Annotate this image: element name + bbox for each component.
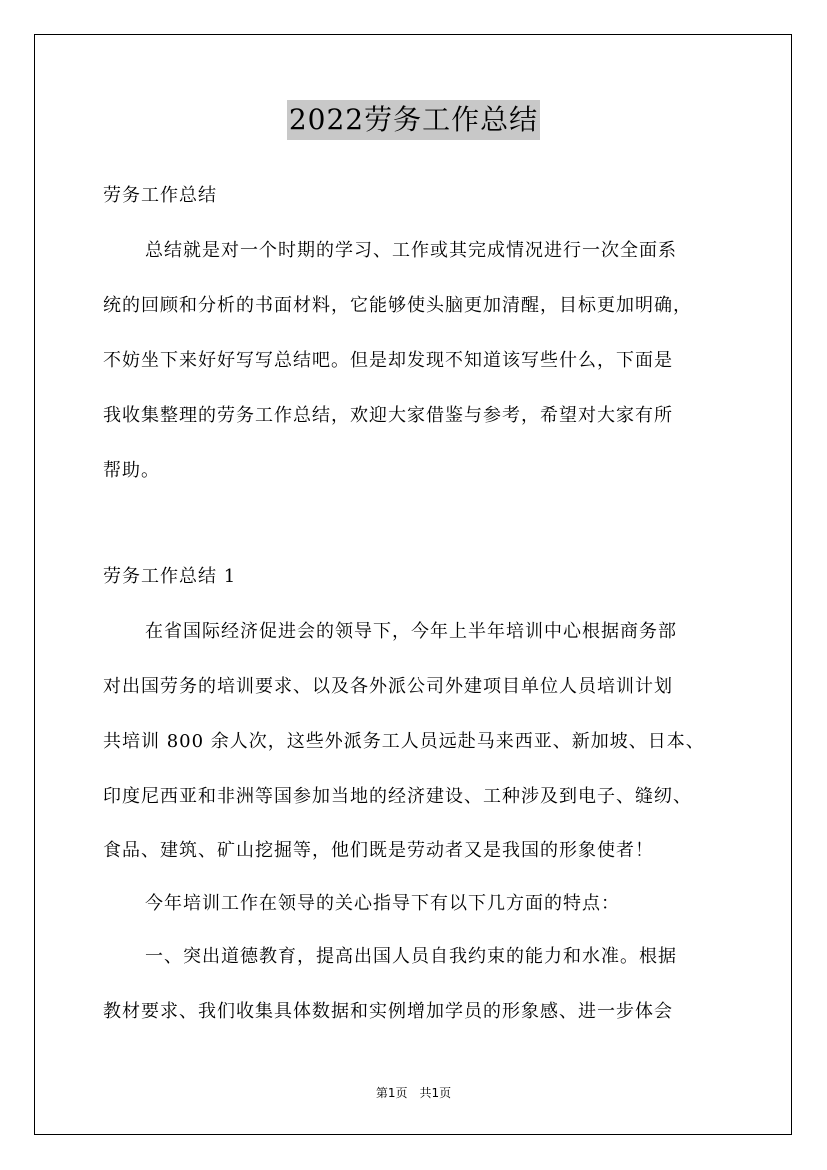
paragraph-line: 在省国际经济促进会的领导下，今年上半年培训中心根据商务部: [145, 621, 677, 642]
page-number-footer: 第1页 共1页: [375, 1086, 452, 1100]
title-container: [0, 100, 827, 140]
document-title: 2022劳务工作总结: [287, 100, 540, 140]
paragraph-line: 食品、建筑、矿山挖掘等，他们既是劳动者又是我国的形象使者！: [103, 840, 654, 861]
paragraph-line: 我收集整理的劳务工作总结，欢迎大家借鉴与参考，希望对大家有所: [103, 405, 673, 426]
paragraph-line: 一、突出道德教育，提高出国人员自我约束的能力和水准。根据: [145, 946, 677, 967]
section-heading: 劳务工作总结: [103, 185, 217, 206]
paragraph-line: 今年培训工作在领导的关心指导下有以下几方面的特点：: [145, 893, 620, 914]
paragraph-line: 不妨坐下来好好写写总结吧。但是却发现不知道该写些什么，下面是: [103, 350, 673, 371]
paragraph-line: 总结就是对一个时期的学习、工作或其完成情况进行一次全面系: [145, 240, 677, 261]
paragraph-line: 统的回顾和分析的书面材料，它能够使头脑更加清醒，目标更加明确，: [103, 295, 692, 316]
section-heading: 劳务工作总结 1: [103, 566, 237, 587]
paragraph-line: 教材要求、我们收集具体数据和实例增加学员的形象感、进一步体会: [103, 1001, 673, 1022]
paragraph-line: 共培训 800 余人次，这些外派务工人员远赴马来西亚、新加坡、日本、: [103, 731, 705, 752]
paragraph-line: 帮助。: [103, 460, 160, 481]
paragraph-line: 印度尼西亚和非洲等国参加当地的经济建设、工种涉及到电子、缝纫、: [103, 786, 692, 807]
paragraph-line: 对出国劳务的培训要求、以及各外派公司外建项目单位人员培训计划: [103, 676, 673, 697]
